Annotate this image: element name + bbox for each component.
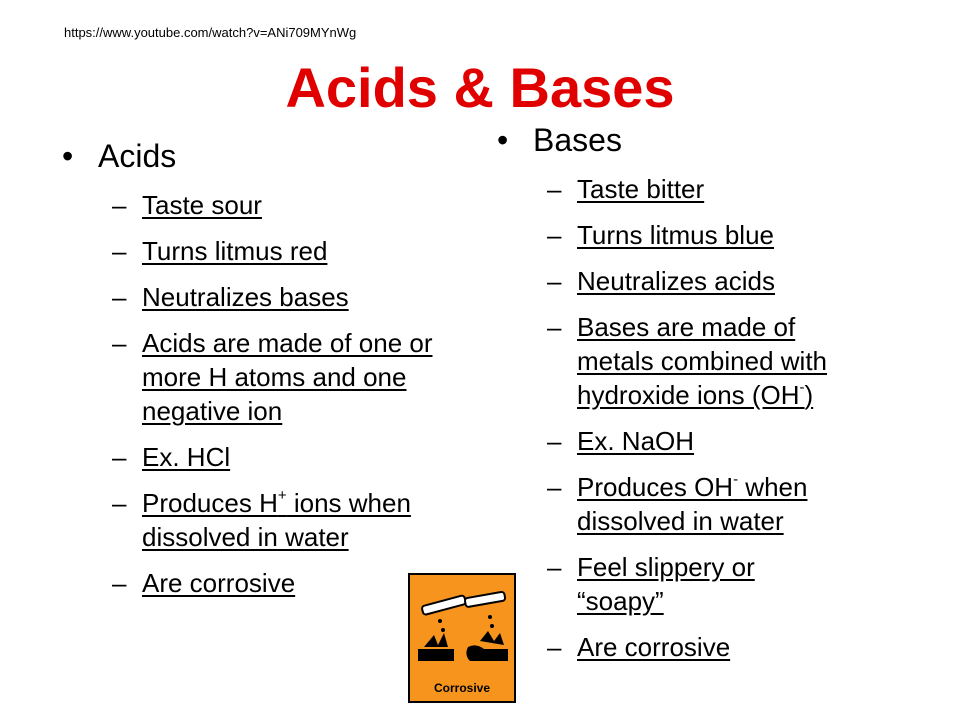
list-item — [112, 440, 472, 474]
dash-icon: – — [112, 282, 127, 312]
item-text: Are corrosive — [142, 568, 296, 598]
item-text: Acids are made of one or more H atoms and one negative ion — [142, 328, 433, 426]
item-text: Neutralizes acids — [577, 266, 775, 296]
dash-icon: – — [112, 442, 127, 472]
dash-icon: – — [547, 472, 562, 502]
item-text: Ex. HCl — [142, 442, 231, 472]
dash-icon: – — [547, 552, 562, 582]
item-text: Turns litmus blue — [577, 220, 774, 250]
acids-heading-text: Acids — [98, 138, 177, 174]
acids-list — [62, 188, 472, 600]
item-text: Produces OH- when dissolved in water — [577, 471, 808, 536]
bases-list — [497, 172, 877, 664]
dash-icon: – — [547, 312, 562, 342]
bases-heading-text: Bases — [533, 122, 622, 158]
item-text: Taste bitter — [577, 174, 705, 204]
page-title: Acids & Bases — [285, 56, 675, 119]
source-url: https://www.youtube.com/watch?v=ANi709MYnWg — [64, 25, 357, 40]
list-item — [547, 550, 827, 618]
corrosive-hazard-icon — [410, 575, 514, 679]
dash-icon: – — [547, 220, 562, 250]
list-item — [547, 172, 877, 206]
item-text: Turns litmus red — [142, 236, 328, 266]
corrosive-sign — [408, 573, 516, 703]
acids-heading — [62, 136, 472, 176]
list-item — [112, 326, 472, 428]
dash-icon: – — [547, 266, 562, 296]
item-text: Feel slippery or “soapy” — [577, 552, 755, 616]
list-item — [547, 470, 877, 538]
dash-icon: – — [547, 426, 562, 456]
list-item — [112, 280, 472, 314]
bases-column — [497, 120, 877, 676]
item-text: Ex. NaOH — [577, 426, 695, 456]
list-item — [547, 218, 877, 252]
list-item — [112, 234, 472, 268]
dash-icon: – — [547, 174, 562, 204]
dash-icon: – — [112, 236, 127, 266]
dash-icon: – — [547, 632, 562, 662]
item-text: Taste sour — [142, 190, 262, 220]
acids-column — [62, 136, 472, 612]
list-item — [112, 486, 442, 554]
bullet-icon: • — [62, 138, 74, 174]
item-text: Neutralizes bases — [142, 282, 349, 312]
dash-icon: – — [112, 190, 127, 220]
dash-icon: – — [112, 568, 127, 598]
dash-icon: – — [112, 328, 127, 358]
bases-heading — [497, 120, 877, 160]
item-text: Bases are made of metals combined with hydroxide ions (OH-) — [577, 312, 827, 410]
sign-label: Corrosive — [433, 681, 491, 695]
list-item — [112, 188, 472, 222]
list-item — [547, 630, 877, 664]
bullet-icon: • — [497, 122, 509, 158]
dash-icon: – — [112, 488, 127, 518]
item-text: Produces H+ ions when dissolved in water — [142, 487, 411, 552]
list-item — [547, 424, 877, 458]
list-item — [547, 264, 877, 298]
item-text: Are corrosive — [577, 632, 731, 662]
list-item — [547, 310, 877, 412]
